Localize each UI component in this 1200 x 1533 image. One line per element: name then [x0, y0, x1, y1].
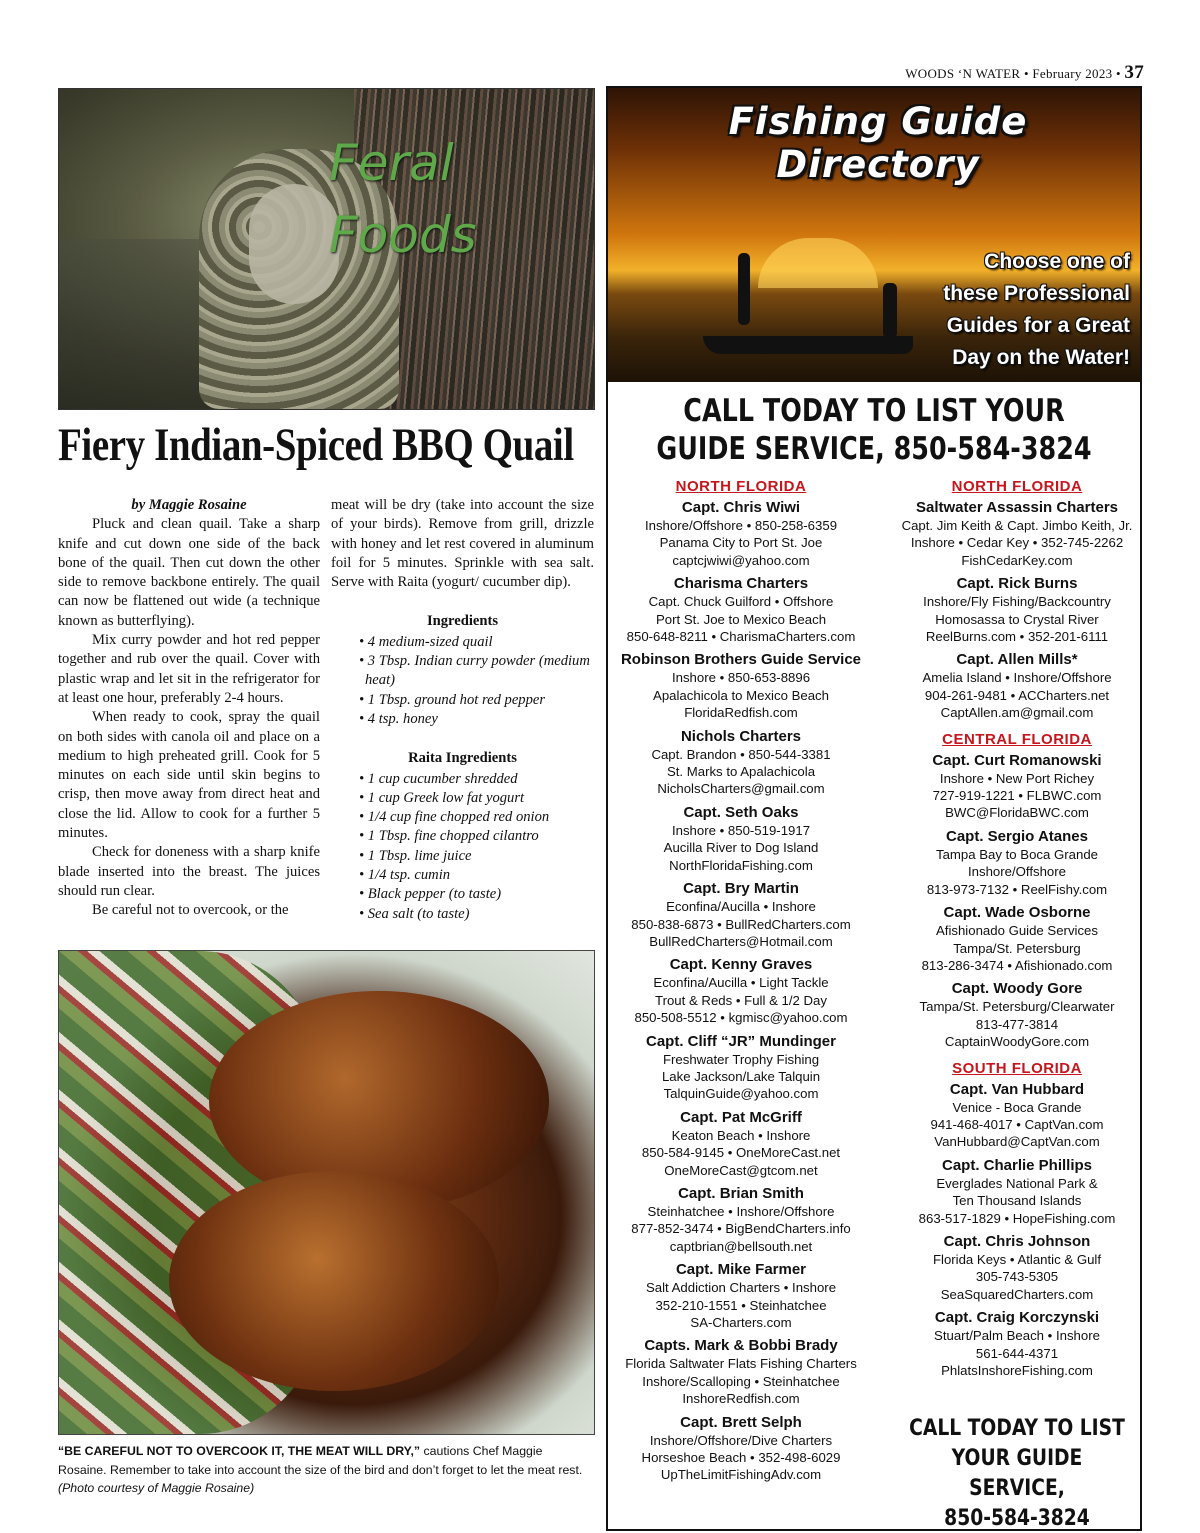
- guide-detail-line: Homosassa to Crystal River: [935, 611, 1099, 627]
- guide-name: Capt. Kenny Graves: [669, 956, 813, 974]
- raita-item: • 1/4 cup fine chopped red onion: [359, 809, 550, 826]
- guide-name: Capt. Charlie Phillips: [941, 1156, 1093, 1174]
- article-column-2: [331, 496, 594, 924]
- guide-name: Capt. Brett Selph: [680, 1413, 802, 1431]
- guide-detail-line: Horseshoe Beach • 352-498-6029: [641, 1450, 841, 1466]
- guide-name: Capt. Allen Mills*: [956, 651, 1078, 669]
- guide-name: Capt. Van Hubbard: [949, 1080, 1085, 1098]
- raita-ingredients-list: [331, 770, 594, 924]
- angler-silhouette-2: [883, 283, 897, 338]
- guide-detail-line: 305-743-5305: [975, 1269, 1059, 1285]
- guide-detail-line: Venice - Boca Grande: [952, 1099, 1082, 1115]
- hero-photo-hunter: [58, 88, 595, 410]
- folio-text: WOODS ‘N WATER • February 2023 •: [905, 66, 1121, 81]
- guide-detail-line: Capt. Chuck Guilford • Offshore: [648, 594, 834, 610]
- guide-detail-line: 850-838-6873 • BullRedCharters.com: [631, 916, 851, 932]
- guide-detail-line: Panama City to Port St. Joe: [659, 535, 823, 551]
- feral-foods-title: [329, 127, 477, 271]
- tagline-line: Choose one of: [984, 250, 1130, 273]
- guide-name: Capt. Pat McGriff: [680, 1108, 802, 1126]
- ingredients-heading: Ingredients: [426, 613, 499, 630]
- guide-detail-line: Keaton Beach • Inshore: [671, 1127, 811, 1143]
- guide-detail-line: Trout & Reds • Full & 1/2 Day: [655, 992, 827, 1008]
- region-heading: CENTRAL FLORIDA: [942, 730, 1092, 748]
- guide-detail-line: InshoreRedfish.com: [682, 1391, 800, 1407]
- guide-detail-line: Inshore/Scalloping • Steinhatchee: [642, 1373, 840, 1389]
- guide-name: Capt. Cliff “JR” Mundinger: [646, 1032, 836, 1050]
- article-body-continued: meat will be dry (take into account the size of your birds). Remove from grill, drizzle with honey and let rest covered in aluminum foil for 5 minutes. Sprinkle with sea salt. Serve with Raita (yogurt/ cucumber dip).: [331, 497, 594, 591]
- guide-detail-line: Tampa Bay to Boca Grande: [935, 846, 1098, 862]
- sunset-glow: [758, 238, 878, 288]
- guide-column-left: [610, 476, 872, 1484]
- guide-name: Capt. Curt Romanowski: [932, 751, 1102, 769]
- guide-detail-line: BWC@FloridaBWC.com: [945, 805, 1089, 821]
- page-folio: [905, 62, 1144, 84]
- guide-detail-line: NorthFloridaFishing.com: [669, 857, 813, 873]
- guide-detail-line: 561-644-4371: [975, 1345, 1059, 1361]
- region-heading: NORTH FLORIDA: [951, 478, 1083, 495]
- fishing-guide-directory: [606, 86, 1142, 1531]
- guide-detail-line: Steinhatchee • Inshore/Offshore: [647, 1203, 835, 1219]
- guide-detail-line: Econfina/Aucilla • Inshore: [666, 899, 816, 915]
- guide-detail-line: Inshore/Offshore • 850-258-6359: [644, 518, 838, 533]
- region-heading: NORTH FLORIDA: [675, 478, 807, 495]
- call-to-list-top: [656, 392, 1092, 468]
- ingredient-item: • 4 medium-sized quail: [359, 633, 493, 650]
- angler-silhouette-1: [738, 253, 750, 325]
- caption-body: cautions Chef Maggie Rosaine. Remember to take into account the size of the bird and don’t forget to let the meat rest.: [58, 1444, 583, 1477]
- raita-item: • 1 Tbsp. lime juice: [359, 847, 472, 864]
- guide-detail-line: ReelBurns.com • 352-201-6111: [925, 629, 1109, 645]
- guide-detail-line: Stuart/Palm Beach • Inshore: [934, 1328, 1100, 1344]
- hero-face-mask: [249, 184, 339, 304]
- article-headline: Fiery Indian-Spiced BBQ Quail: [58, 419, 574, 471]
- hero-title-line2: Foods: [329, 206, 477, 264]
- guide-name: Nichols Charters: [680, 727, 802, 745]
- guide-name: Capt. Chris Johnson: [943, 1232, 1091, 1250]
- guide-detail-line: UpTheLimitFishingAdv.com: [660, 1467, 822, 1483]
- guide-detail-line: 850-648-8211 • CharismaCharters.com: [626, 629, 856, 645]
- guide-name: Capt. Woody Gore: [951, 980, 1083, 998]
- call-to-list-bottom: [906, 1414, 1129, 1531]
- guide-detail-line: Afishionado Guide Services: [935, 923, 1098, 939]
- guide-detail-line: 863-517-1829 • HopeFishing.com: [918, 1210, 1116, 1226]
- guide-detail-line: Inshore/Fly Fishing/Backcountry: [923, 594, 1111, 610]
- guide-detail-line: Freshwater Trophy Fishing: [662, 1051, 820, 1067]
- raita-item: • Sea salt (to taste): [359, 905, 470, 922]
- guide-column-right: [886, 476, 1142, 1379]
- guide-detail-line: Aucilla River to Dog Island: [663, 840, 819, 856]
- raita-item: • 1 cup Greek low fat yogurt: [359, 789, 525, 806]
- guide-detail-line: Lake Jackson/Lake Talquin: [661, 1068, 821, 1084]
- ingredients-list: [331, 633, 594, 729]
- guide-detail-line: Inshore/Offshore: [968, 864, 1066, 880]
- guide-name: Capt. Wade Osborne: [943, 904, 1091, 922]
- caption-credit: (Photo courtesy of Maggie Rosaine): [58, 1481, 255, 1495]
- guide-detail-line: Salt Addiction Charters • Inshore: [645, 1280, 837, 1296]
- guide-name: Capt. Seth Oaks: [683, 803, 799, 821]
- article-byline: by Maggie Rosaine: [131, 497, 247, 513]
- guide-detail-line: SA-Charters.com: [690, 1315, 792, 1330]
- cta-line: GUIDE SERVICE, 850-584-3824: [656, 431, 1092, 467]
- guide-detail-line: Inshore • New Port Richey: [939, 770, 1095, 786]
- grilled-quail-bottom: [169, 1171, 499, 1391]
- tagline-line: these Professional: [943, 282, 1130, 305]
- guide-name: Capt. Craig Korczynski: [934, 1309, 1100, 1327]
- guide-name: Charisma Charters: [673, 575, 809, 593]
- guide-detail-line: CaptAllen.am@gmail.com: [940, 705, 1094, 721]
- article-body-paragraphs: [58, 515, 320, 920]
- body-paragraph: Check for doneness with a sharp knife blade inserted into the breast. The juices should run clear.: [58, 844, 320, 899]
- guide-detail-line: 850-584-9145 • OneMoreCast.net: [641, 1145, 841, 1161]
- guide-name: Capt. Mike Farmer: [675, 1261, 807, 1279]
- cta-line: YOUR GUIDE SERVICE,: [951, 1446, 1083, 1501]
- ingredient-item: • 3 Tbsp. Indian curry powder (medium heat): [359, 653, 590, 689]
- guide-detail-line: CaptainWoodyGore.com: [944, 1034, 1090, 1050]
- raita-item: • 1 Tbsp. fine chopped cilantro: [359, 828, 539, 845]
- guide-detail-line: FishCedarKey.com: [961, 552, 1073, 568]
- body-paragraph: When ready to cook, spray the quail on both sides with canola oil and place on a medium to high preheated grill. Cook for 5 minutes on each side until skin begins to crisp, then move away from direct heat and close the lid. Allow to cook for a further 5 minutes.: [58, 709, 320, 842]
- hero-title-line1: Feral: [329, 134, 454, 192]
- body-paragraph: Pluck and clean quail. Take a sharp knife and cut down one side of the back bone of the quail. Then cut down the other side to remove backbone entirely. The quail can now be flattened out wide (a technique known as butterflying).: [58, 516, 320, 629]
- article-column-1: [58, 496, 320, 921]
- guide-detail-line: Inshore • 850-653-8896: [671, 670, 811, 686]
- caption-lead: “BE CAREFUL NOT TO OVERCOOK IT, THE MEAT WILL DRY,”: [58, 1444, 421, 1458]
- region-heading: SOUTH FLORIDA: [952, 1059, 1082, 1077]
- cta-line: CALL TODAY TO LIST: [909, 1416, 1125, 1441]
- raita-item: • 1/4 tsp. cumin: [359, 867, 451, 884]
- guide-name: Capt. Brian Smith: [678, 1184, 804, 1202]
- guide-detail-line: Capt. Brandon • 850-544-3381: [651, 746, 831, 762]
- guide-detail-line: VanHubbard@CaptVan.com: [934, 1134, 1100, 1150]
- guide-detail-line: NicholsCharters@gmail.com: [657, 781, 825, 797]
- guide-detail-line: TalquinGuide@yahoo.com: [663, 1086, 819, 1102]
- guide-detail-line: Florida Keys • Atlantic & Gulf: [932, 1251, 1102, 1267]
- raita-heading: Raita Ingredients: [408, 750, 517, 767]
- guide-name: Capt. Rick Burns: [956, 575, 1078, 593]
- guide-detail-line: 904-261-9481 • ACCharters.net: [924, 687, 1110, 703]
- bbq-quail-photo: [58, 950, 595, 1435]
- guide-detail-line: 813-973-7132 • ReelFishy.com: [926, 881, 1108, 897]
- guide-detail-line: Ten Thousand Islands: [952, 1193, 1082, 1209]
- page-number: 37: [1124, 62, 1144, 83]
- guide-detail-line: SeaSquaredCharters.com: [940, 1286, 1094, 1302]
- directory-sunset-photo: [608, 88, 1140, 382]
- guide-detail-line: Capt. Jim Keith & Capt. Jimbo Keith, Jr.: [901, 518, 1133, 533]
- cta-line: 850-584-3824: [944, 1506, 1090, 1531]
- ingredient-item: • 4 tsp. honey: [359, 710, 438, 727]
- guide-detail-line: BullRedCharters@Hotmail.com: [649, 933, 833, 949]
- ingredient-item: • 1 Tbsp. ground hot red pepper: [359, 691, 546, 708]
- guide-name: Capts. Mark & Bobbi Brady: [644, 1337, 838, 1355]
- guide-detail-line: PhlatsInshoreFishing.com: [941, 1363, 1093, 1378]
- guide-detail-line: Tampa/St. Petersburg/Clearwater: [919, 999, 1115, 1015]
- raita-item: • 1 cup cucumber shredded: [359, 770, 518, 787]
- body-paragraph: Be careful not to overcook, or the: [92, 902, 289, 919]
- guide-detail-line: FloridaRedfish.com: [684, 705, 798, 721]
- guide-detail-line: Florida Saltwater Flats Fishing Charters: [625, 1356, 857, 1372]
- cta-line: CALL TODAY TO LIST YOUR: [683, 393, 1065, 429]
- guide-detail-line: captbrian@bellsouth.net: [669, 1238, 813, 1254]
- guide-detail-line: 813-286-3474 • Afishionado.com: [921, 957, 1113, 973]
- guide-detail-line: 727-919-1221 • FLBWC.com: [932, 788, 1102, 804]
- guide-detail-line: Econfina/Aucilla • Light Tackle: [653, 975, 829, 991]
- guide-detail-line: Tampa/St. Petersburg: [953, 940, 1081, 956]
- guide-detail-line: 941-468-4017 • CaptVan.com: [930, 1116, 1104, 1132]
- tagline-line: Day on the Water!: [952, 346, 1130, 369]
- guide-detail-line: Inshore • 850-519-1917: [671, 822, 811, 838]
- guide-name: Capt. Sergio Atanes: [946, 827, 1088, 845]
- guide-name: Saltwater Assassin Charters: [915, 499, 1119, 516]
- guide-detail-line: 352-210-1551 • Steinhatchee: [655, 1297, 827, 1313]
- raita-item: • Black pepper (to taste): [359, 886, 502, 903]
- guide-detail-line: Everglades National Park &: [936, 1175, 1098, 1191]
- directory-title: Fishing Guide Directory: [728, 100, 1028, 186]
- guide-detail-line: 813-477-3814: [975, 1016, 1059, 1032]
- guide-name: Capt. Chris Wiwi: [681, 499, 801, 516]
- guide-detail-line: Amelia Island • Inshore/Offshore: [922, 670, 1112, 686]
- guide-name: Robinson Brothers Guide Service: [620, 651, 862, 669]
- guide-detail-line: Inshore • Cedar Key • 352-745-2262: [910, 535, 1124, 551]
- photo-caption: [58, 1442, 594, 1498]
- guide-detail-line: 850-508-5512 • kgmisc@yahoo.com: [634, 1010, 848, 1026]
- boat-silhouette: [703, 336, 913, 354]
- guide-detail-line: 877-852-3474 • BigBendCharters.info: [631, 1221, 851, 1237]
- body-paragraph: Mix curry powder and hot red pepper together and rub over the quail. Cover with plastic wrap and let sit in the refrigerator for at least one hour, preferably 2-4 hours.: [58, 632, 320, 706]
- guide-detail-line: St. Marks to Apalachicola: [666, 764, 816, 780]
- guide-detail-line: OneMoreCast@gtcom.net: [664, 1162, 818, 1178]
- guide-detail-line: Apalachicola to Mexico Beach: [653, 687, 829, 703]
- guide-detail-line: captcjwiwi@yahoo.com: [672, 552, 810, 568]
- guide-name: Capt. Bry Martin: [683, 880, 799, 898]
- guide-detail-line: Inshore/Offshore/Dive Charters: [649, 1432, 833, 1448]
- tagline-line: Guides for a Great: [946, 314, 1130, 337]
- directory-tagline: [910, 246, 1130, 374]
- guide-detail-line: Port St. Joe to Mexico Beach: [655, 611, 827, 627]
